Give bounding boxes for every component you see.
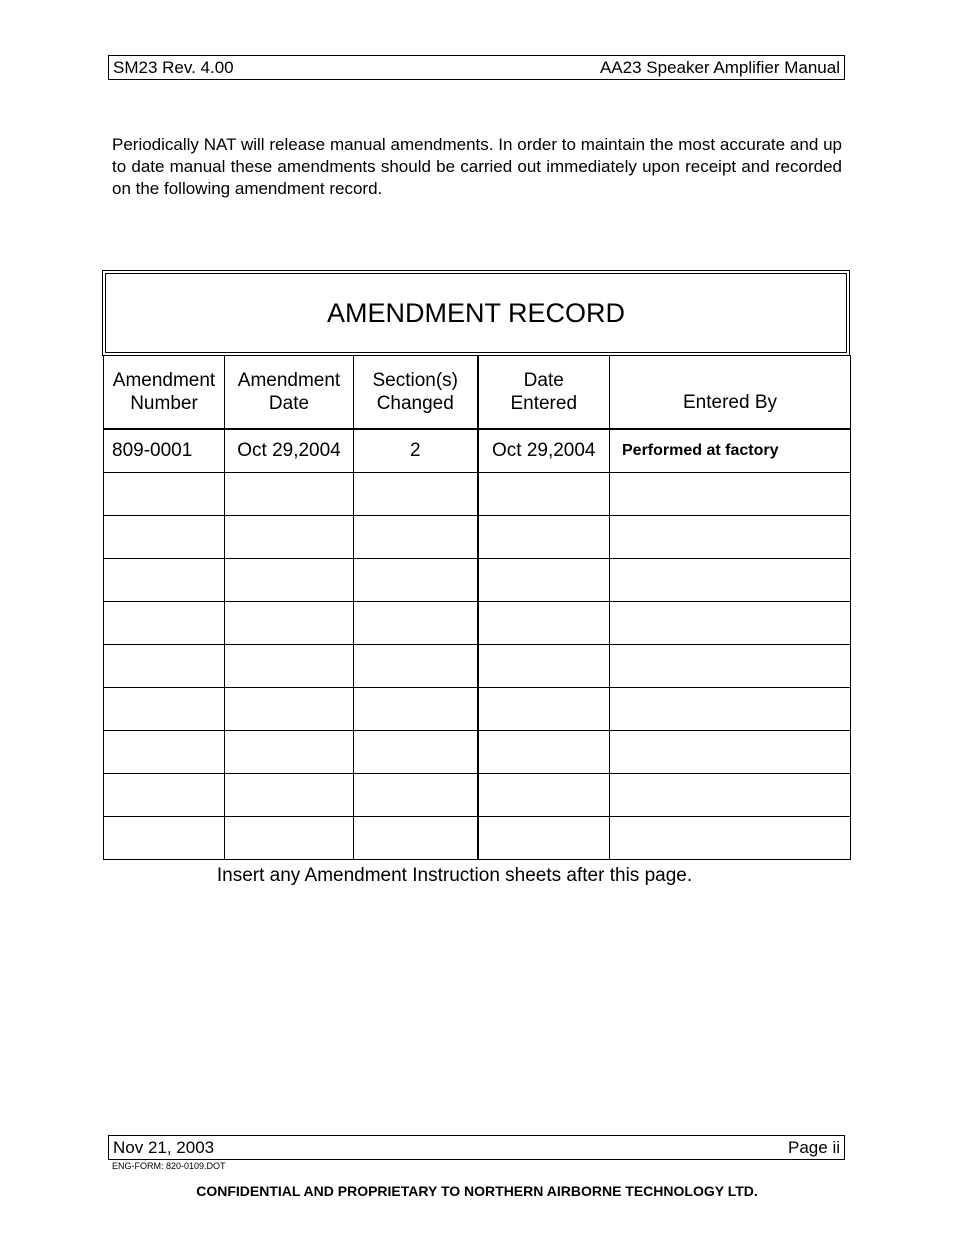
intro-paragraph: Periodically NAT will release manual amendments. In order to maintain the most accurate and up to date manual these amendments should be carried out immediately upon receipt and recorded on the following amendment record. — [112, 135, 842, 198]
cell-amendment-date: Oct 29,2004 — [225, 429, 354, 473]
cell-amendment-date — [225, 731, 354, 774]
table-row — [104, 774, 851, 817]
cell-date-entered — [478, 602, 610, 645]
cell-entered-by — [610, 645, 851, 688]
record-title-box — [102, 270, 850, 356]
cell-sections-changed — [354, 602, 478, 645]
document-id: SM23 Rev. 4.00 — [113, 57, 234, 77]
cell-amendment-date — [225, 645, 354, 688]
table-row — [104, 688, 851, 731]
cell-date-entered — [478, 559, 610, 602]
cell-amendment-number: 809-0001 — [104, 429, 225, 473]
table-row — [104, 817, 851, 860]
cell-sections-changed — [354, 731, 478, 774]
cell-sections-changed — [354, 473, 478, 516]
table-row — [104, 516, 851, 559]
cell-date-entered — [478, 774, 610, 817]
amendment-record-table — [103, 355, 851, 860]
table-row — [104, 731, 851, 774]
manual-title: AA23 Speaker Amplifier Manual — [599, 57, 840, 77]
cell-amendment-date — [225, 602, 354, 645]
cell-entered-by — [610, 774, 851, 817]
cell-amendment-number — [104, 774, 225, 817]
cell-amendment-date — [225, 473, 354, 516]
cell-amendment-number — [104, 516, 225, 559]
cell-amendment-date — [225, 688, 354, 731]
cell-entered-by — [610, 688, 851, 731]
col-header-sections-changed: Section(s) Changed — [354, 356, 478, 430]
cell-entered-by — [610, 731, 851, 774]
cell-date-entered — [478, 645, 610, 688]
record-title: AMENDMENT RECORD — [105, 273, 847, 353]
cell-date-entered — [478, 817, 610, 860]
table-header-row — [104, 356, 851, 430]
cell-entered-by — [610, 817, 851, 860]
cell-amendment-number — [104, 602, 225, 645]
cell-sections-changed — [354, 516, 478, 559]
cell-amendment-number — [104, 559, 225, 602]
table-row — [104, 473, 851, 516]
col-header-amendment-date: Amendment Date — [225, 356, 354, 430]
cell-date-entered — [478, 688, 610, 731]
cell-sections-changed — [354, 688, 478, 731]
cell-amendment-date — [225, 817, 354, 860]
cell-sections-changed: 2 — [354, 429, 478, 473]
table-row — [104, 429, 851, 473]
form-code: ENG-FORM: 820-0109.DOT — [112, 1161, 226, 1171]
cell-sections-changed — [354, 559, 478, 602]
page-number: Page ii — [788, 1137, 840, 1157]
insert-note: Insert any Amendment Instruction sheets after this page. — [216, 865, 693, 886]
cell-amendment-date — [225, 516, 354, 559]
cell-entered-by — [610, 602, 851, 645]
cell-amendment-number — [104, 817, 225, 860]
cell-amendment-number — [104, 731, 225, 774]
cell-entered-by — [610, 516, 851, 559]
cell-date-entered: Oct 29,2004 — [478, 429, 610, 473]
cell-amendment-number — [104, 645, 225, 688]
page-footer — [108, 1135, 845, 1160]
cell-sections-changed — [354, 817, 478, 860]
cell-date-entered — [478, 516, 610, 559]
cell-sections-changed — [354, 774, 478, 817]
confidential-notice: CONFIDENTIAL AND PROPRIETARY TO NORTHERN AIRBORNE TECHNOLOGY LTD. — [196, 1183, 758, 1199]
page-header — [108, 55, 845, 80]
cell-entered-by — [610, 559, 851, 602]
table-body — [104, 429, 851, 860]
col-header-entered-by: Entered By — [610, 356, 851, 430]
col-header-date-entered: Date Entered — [478, 356, 610, 430]
cell-entered-by: Performed at factory — [610, 429, 851, 473]
cell-sections-changed — [354, 645, 478, 688]
cell-amendment-date — [225, 774, 354, 817]
cell-entered-by — [610, 473, 851, 516]
cell-date-entered — [478, 473, 610, 516]
table-row — [104, 645, 851, 688]
table-row — [104, 559, 851, 602]
cell-amendment-number — [104, 473, 225, 516]
footer-date: Nov 21, 2003 — [113, 1137, 215, 1157]
cell-amendment-number — [104, 688, 225, 731]
col-header-amendment-number: Amendment Number — [104, 356, 225, 430]
cell-amendment-date — [225, 559, 354, 602]
cell-date-entered — [478, 731, 610, 774]
table-row — [104, 602, 851, 645]
